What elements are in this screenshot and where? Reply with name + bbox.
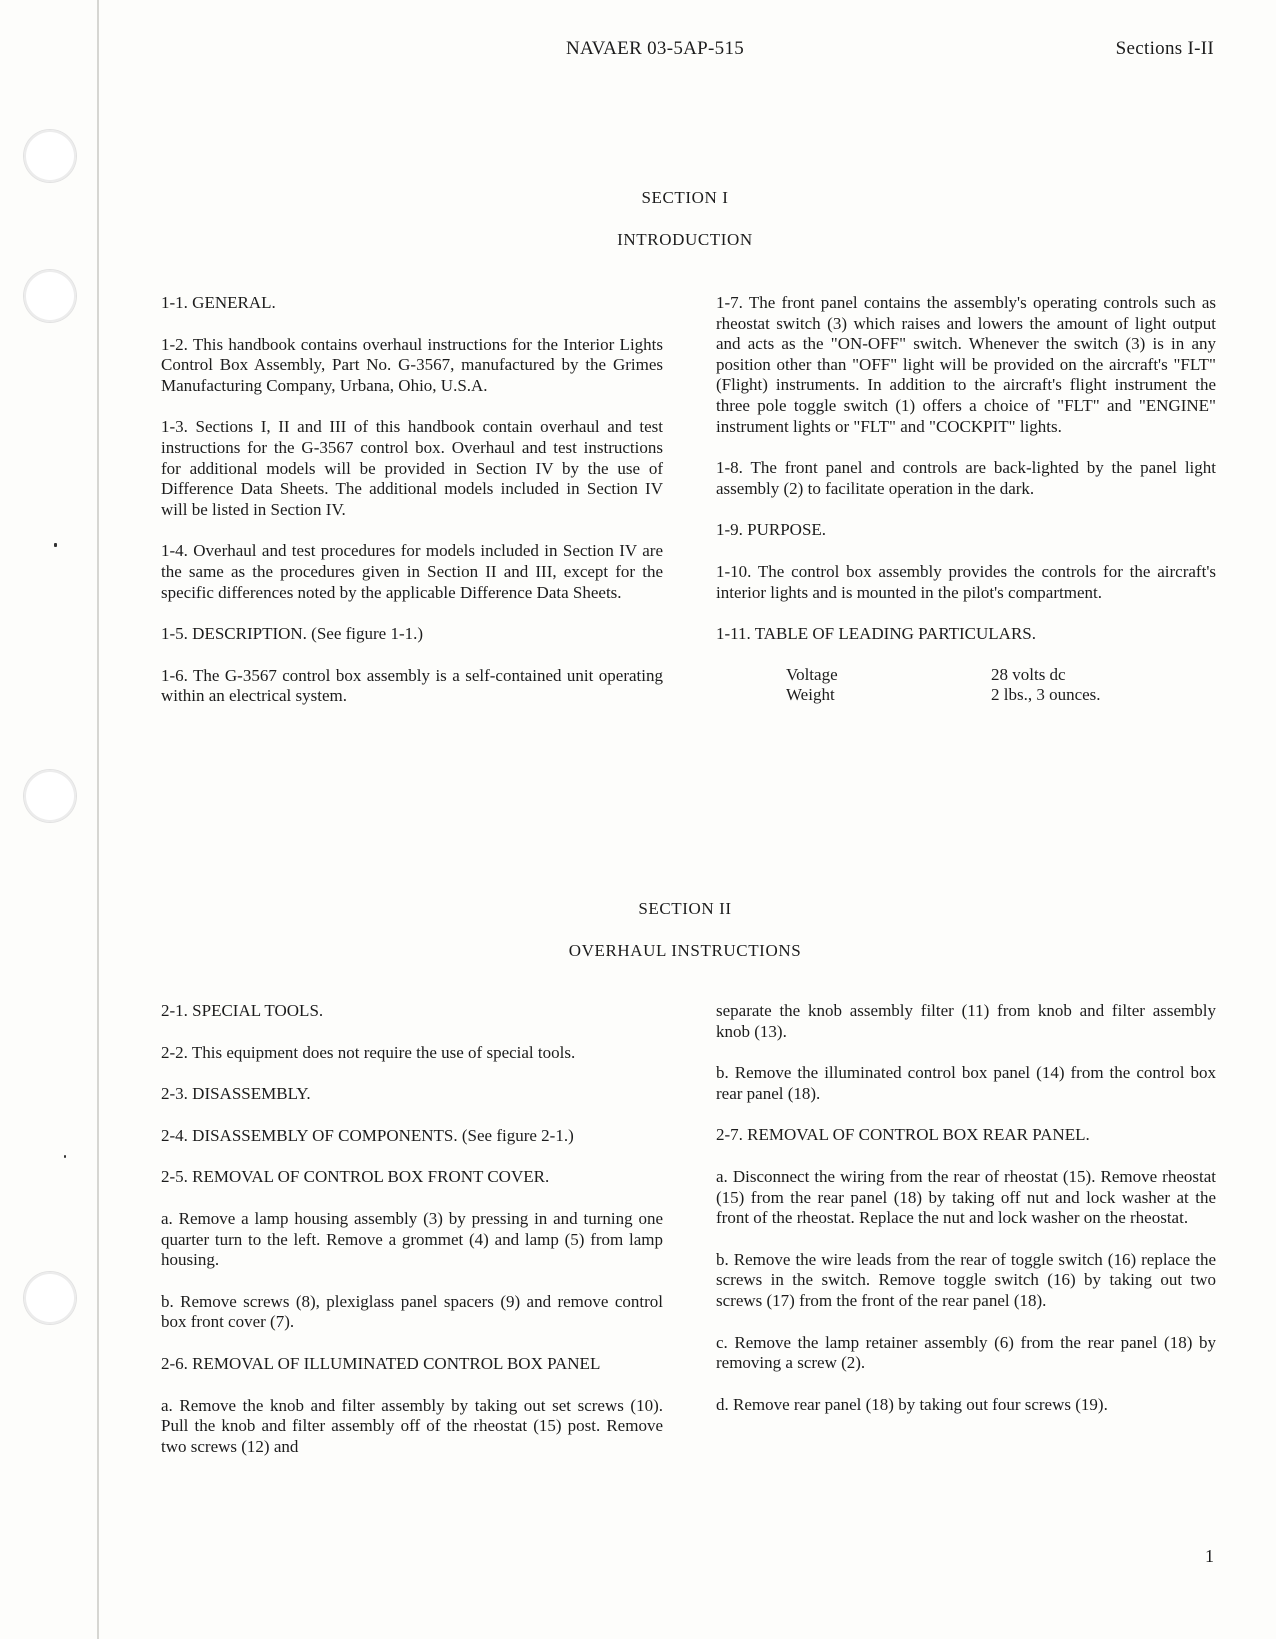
paragraph: b. Remove the illuminated control box panel (14) from the control box rear panel (18). xyxy=(716,1063,1216,1103)
paragraph: 2-7. REMOVAL OF CONTROL BOX REAR PANEL. xyxy=(716,1125,1090,1145)
section-1-left-column xyxy=(161,293,663,728)
particular-value: 28 volts dc xyxy=(991,664,1066,684)
section-2-title: SECTION II xyxy=(638,899,732,918)
paragraph: 2-2. This equipment does not require the use of special tools. xyxy=(161,1042,576,1062)
paragraph: c. Remove the lamp retainer assembly (6) from the rear panel (18) by removing a screw (2). xyxy=(716,1332,1216,1373)
paragraph: 1-8. The front panel and controls are back-lighted by the panel light assembly (2) to facilitate operation in the dark. xyxy=(716,458,1216,498)
particular-label: Weight xyxy=(786,685,835,705)
paragraph: 1-4. Overhaul and test procedures for models included in Section IV are the same as the procedures given in Section II and III, except for the specific differences noted by the applicable Difference Data Sheets. xyxy=(161,541,663,602)
section-1-right-column xyxy=(716,293,1216,706)
paragraph: 2-5. REMOVAL OF CONTROL BOX FRONT COVER. xyxy=(161,1167,550,1187)
punch-hole xyxy=(24,270,76,322)
page-number: 1 xyxy=(1205,1546,1214,1566)
section-2-subtitle: OVERHAUL INSTRUCTIONS xyxy=(568,941,802,960)
document-number: NAVAER 03-5AP-515 xyxy=(566,38,745,59)
paragraph: a. Remove the knob and filter assembly by taking out set screws (10). Pull the knob and filter assembly off of the rheostat (15) post. Remove two screws (12) and xyxy=(161,1395,663,1456)
paragraph: 1-10. The control box assembly provides the controls for the aircraft's interior lights and is mounted in the pilot's compartment. xyxy=(716,561,1216,602)
particular-value: 2 lbs., 3 ounces. xyxy=(991,685,1101,705)
paragraph: 1-5. DESCRIPTION. (See figure 1-1.) xyxy=(161,624,424,644)
section-1-subtitle: INTRODUCTION xyxy=(617,230,753,249)
paragraph: 2-1. SPECIAL TOOLS. xyxy=(161,1001,324,1020)
paragraph: a. Remove a lamp housing assembly (3) by pressing in and turning one quarter turn to the left. Remove a grommet (4) and lamp (5) from lamp housing. xyxy=(161,1208,663,1270)
punch-hole xyxy=(24,1272,76,1324)
particular-label: Voltage xyxy=(786,664,838,684)
section-1-title: SECTION I xyxy=(641,188,729,207)
sections-label: Sections I-II xyxy=(1115,38,1214,59)
paragraph: separate the knob assembly filter (11) from knob and filter assembly knob (13). xyxy=(716,1001,1216,1041)
paragraph: b. Remove screws (8), plexiglass panel spacers (9) and remove control box front cover (7). xyxy=(161,1291,663,1332)
section-2-right-column xyxy=(716,1001,1216,1436)
paragraph: 2-4. DISASSEMBLY OF COMPONENTS. (See figure 2-1.) xyxy=(161,1125,574,1145)
paragraph: 2-3. DISASSEMBLY. xyxy=(161,1084,311,1104)
paragraph: 2-6. REMOVAL OF ILLUMINATED CONTROL BOX PANEL xyxy=(161,1353,601,1373)
margin-speck xyxy=(64,1155,66,1158)
paragraph: 1-2. This handbook contains overhaul instructions for the Interior Lights Control Box Assembly, Part No. G-3567, manufactured by the Grimes Manufacturing Company, Urbana, Ohio, U.S.A. xyxy=(161,334,663,395)
margin-speck xyxy=(54,543,57,547)
punch-hole xyxy=(24,130,76,182)
paragraph: 1-9. PURPOSE. xyxy=(716,520,827,540)
leading-particulars-table xyxy=(786,665,1216,706)
paragraph: b. Remove the wire leads from the rear of toggle switch (16) replace the screws in the switch. Remove toggle switch (16) by taking out two screws (17) from the front of the rear panel (18). xyxy=(716,1249,1216,1310)
paragraph: 1-7. The front panel contains the assembly's operating controls such as rheostat switch (3) which raises and lowers the amount of light output and acts as the "ON-OFF" switch. Whenever the switch (3) is in any position other than "OFF" light will be provided on the aircraft's "FLT" (Flight) instruments. In addition to the aircraft's flight instrument the three pole toggle switch (1) offers a choice of "FLT" and "ENGINE" instrument lights or "FLT" and "COCKPIT" lights. xyxy=(716,293,1216,436)
section-2-left-column xyxy=(161,1001,663,1478)
paragraph: 1-6. The G-3567 control box assembly is a self-contained unit operating within an electrical system. xyxy=(161,665,663,706)
punch-hole xyxy=(24,770,76,822)
paragraph: d. Remove rear panel (18) by taking out four screws (19). xyxy=(716,1394,1108,1414)
paragraph: 1-3. Sections I, II and III of this handbook contain overhaul and test instructions for the G-3567 control box. Overhaul and test instructions for additional models will be provided in Section IV by the use of Difference Data Sheets. The additional models included in Section IV will be listed in Section IV. xyxy=(161,417,663,519)
paragraph: 1-11. TABLE OF LEADING PARTICULARS. xyxy=(716,624,1037,644)
binding-edge xyxy=(97,0,99,1639)
paragraph: 1-1. GENERAL. xyxy=(161,293,276,312)
paragraph: a. Disconnect the wiring from the rear of rheostat (15). Remove rheostat (15) from the rear panel (18) by taking off nut and lock washer at the front of the rheostat. Replace the nut and lock washer on the rheostat. xyxy=(716,1166,1216,1228)
